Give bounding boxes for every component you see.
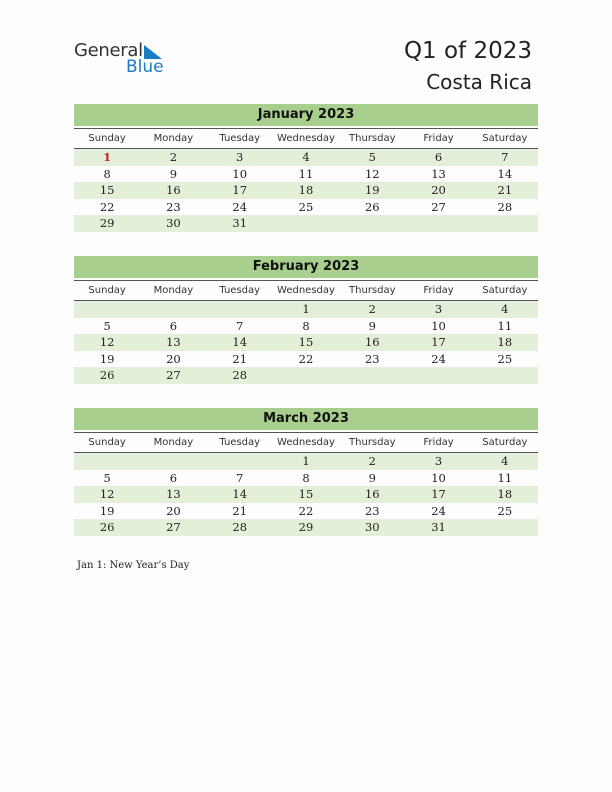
day-cell: 23 (166, 199, 181, 214)
day-cell: 22 (298, 351, 314, 366)
day-cell: 6 (169, 470, 178, 485)
day-cell: 30 (364, 520, 380, 535)
day-cell: 23 (364, 351, 380, 366)
day-cell: 4 (302, 150, 310, 164)
day-cell (405, 215, 471, 232)
week-row (74, 334, 538, 351)
weekday-label: Sunday (88, 285, 126, 296)
week-row (74, 301, 538, 318)
weekday-label: Friday (423, 437, 454, 448)
day-cell: 16 (364, 335, 380, 350)
day-cell: 17 (232, 183, 248, 198)
day-cell: 9 (368, 318, 376, 333)
weekday-label: Monday (153, 133, 194, 144)
day-cell: 28 (497, 199, 513, 214)
weekday-label: Monday (153, 285, 194, 296)
day-cell: 20 (431, 183, 446, 198)
week-row (74, 470, 538, 487)
month-header: March 2023 (74, 408, 538, 430)
weekday-label: Wednesday (277, 437, 335, 448)
day-cell (207, 453, 273, 470)
weekday-label: Thursday (349, 133, 396, 144)
week-row (74, 149, 538, 166)
day-cell: 2 (169, 150, 178, 164)
week-row (74, 182, 538, 199)
day-cell: 8 (302, 318, 310, 333)
weekday-label: Thursday (349, 437, 396, 448)
day-cell: 3 (236, 150, 244, 164)
day-cell: 2 (368, 302, 376, 316)
day-cell: 22 (99, 199, 115, 214)
month-header: January 2023 (74, 104, 538, 126)
weekday-label: Tuesday (219, 133, 261, 144)
day-cell: 7 (236, 318, 244, 333)
day-cell (140, 453, 206, 470)
day-cell: 16 (364, 487, 380, 502)
day-cell: 18 (497, 335, 513, 350)
day-cell: 26 (99, 520, 115, 535)
day-cell (140, 301, 206, 318)
day-cell: 21 (232, 503, 248, 518)
weekday-label: Friday (423, 133, 454, 144)
day-cell: 25 (497, 351, 513, 366)
week-row (74, 351, 538, 368)
day-cell (207, 301, 273, 318)
day-cell: 1 (302, 302, 310, 316)
weekday-label: Saturday (482, 133, 528, 144)
page-title: Q1 of 2023 (403, 38, 532, 64)
day-cell (74, 301, 140, 318)
day-cell: 17 (431, 335, 446, 350)
weekday-label: Saturday (482, 285, 528, 296)
week-row (74, 519, 538, 536)
day-cell: 12 (99, 487, 115, 502)
country-name: Costa Rica (426, 70, 532, 94)
day-cell: 5 (103, 470, 111, 485)
weekday-header-row (74, 280, 538, 301)
logo-general-text: General (74, 40, 143, 61)
day-cell: 19 (364, 183, 380, 198)
weekday-header-row (74, 432, 538, 453)
day-cell: 2 (368, 454, 376, 468)
day-cell: 6 (434, 150, 443, 164)
day-cell: 18 (497, 487, 513, 502)
day-cell: 7 (236, 470, 244, 485)
day-cell: 11 (298, 166, 314, 181)
week-row (74, 215, 538, 232)
day-cell: 27 (166, 520, 181, 535)
day-cell: 20 (166, 503, 181, 518)
week-row (74, 199, 538, 216)
day-cell: 12 (99, 335, 115, 350)
weekday-label: Sunday (88, 133, 126, 144)
day-cell: 10 (431, 470, 446, 485)
day-cell (74, 453, 140, 470)
day-cell: 1 (302, 454, 310, 468)
day-cell: 8 (103, 166, 111, 181)
day-cell: 27 (431, 199, 446, 214)
day-cell: 26 (364, 199, 380, 214)
weekday-label: Monday (153, 437, 194, 448)
month-calendar (74, 256, 538, 384)
day-cell: 14 (497, 166, 513, 181)
day-cell: 9 (169, 166, 178, 181)
day-cell (472, 215, 538, 232)
day-cell: 11 (497, 318, 513, 333)
weekday-label: Tuesday (219, 437, 261, 448)
weekday-label: Saturday (482, 437, 528, 448)
day-cell: 4 (501, 454, 509, 468)
day-cell: 22 (298, 503, 314, 518)
day-cell: 31 (232, 216, 248, 231)
day-cell: 14 (232, 487, 248, 502)
week-row (74, 318, 538, 335)
week-row (74, 486, 538, 503)
day-cell: 9 (368, 470, 376, 485)
day-cell: 15 (298, 487, 314, 502)
day-cell: 7 (501, 150, 509, 164)
day-cell: 24 (431, 351, 446, 366)
day-cell: 6 (169, 318, 178, 333)
day-cell: 11 (497, 470, 513, 485)
day-cell: 13 (431, 166, 446, 181)
day-cell: 19 (99, 351, 115, 366)
day-cell: 25 (298, 199, 314, 214)
day-cell (339, 367, 405, 384)
weekday-label: Tuesday (219, 285, 261, 296)
month-calendar (74, 408, 538, 536)
day-cell (405, 367, 471, 384)
day-cell: 29 (99, 216, 115, 231)
day-cell: 20 (166, 351, 181, 366)
week-row (74, 166, 538, 183)
day-cell: 18 (298, 183, 314, 198)
day-cell: 12 (364, 166, 380, 181)
day-cell: 16 (166, 183, 181, 198)
day-cell (273, 215, 339, 232)
holiday-notes: Jan 1: New Year’s Day (77, 560, 190, 571)
day-cell: 15 (298, 335, 314, 350)
day-cell: 4 (501, 302, 509, 316)
day-cell: 27 (166, 368, 181, 383)
weekday-label: Thursday (349, 285, 396, 296)
day-cell: 29 (298, 520, 314, 535)
day-cell: 1 (103, 150, 112, 164)
day-cell: 8 (302, 470, 310, 485)
day-cell: 28 (232, 368, 248, 383)
day-cell: 31 (431, 520, 446, 535)
week-row (74, 503, 538, 520)
weekday-label: Sunday (88, 437, 126, 448)
generalblue-logo (74, 40, 184, 80)
day-cell (339, 215, 405, 232)
weekday-header-row (74, 128, 538, 149)
day-cell: 23 (364, 503, 380, 518)
logo-blue-text: Blue (126, 57, 164, 77)
day-cell: 28 (232, 520, 248, 535)
day-cell: 15 (99, 183, 115, 198)
day-cell: 17 (431, 487, 446, 502)
day-cell: 24 (232, 199, 248, 214)
day-cell: 19 (99, 503, 115, 518)
day-cell (472, 519, 538, 536)
day-cell: 26 (99, 368, 115, 383)
day-cell: 5 (103, 318, 111, 333)
month-calendar (74, 104, 538, 232)
day-cell: 5 (368, 150, 376, 164)
day-cell: 10 (431, 318, 446, 333)
day-cell: 30 (166, 216, 181, 231)
week-row (74, 367, 538, 384)
day-cell: 24 (431, 503, 446, 518)
weekday-label: Wednesday (277, 133, 335, 144)
day-cell: 13 (166, 335, 181, 350)
day-cell: 3 (434, 302, 443, 316)
day-cell: 14 (232, 335, 248, 350)
weekday-label: Wednesday (277, 285, 335, 296)
day-cell (472, 367, 538, 384)
week-row (74, 453, 538, 470)
day-cell (273, 367, 339, 384)
day-cell: 21 (232, 351, 248, 366)
day-cell: 3 (434, 454, 443, 468)
month-header: February 2023 (74, 256, 538, 278)
weekday-label: Friday (423, 285, 454, 296)
day-cell: 25 (497, 503, 513, 518)
day-cell: 10 (232, 166, 248, 181)
day-cell: 13 (166, 487, 181, 502)
day-cell: 21 (497, 183, 513, 198)
